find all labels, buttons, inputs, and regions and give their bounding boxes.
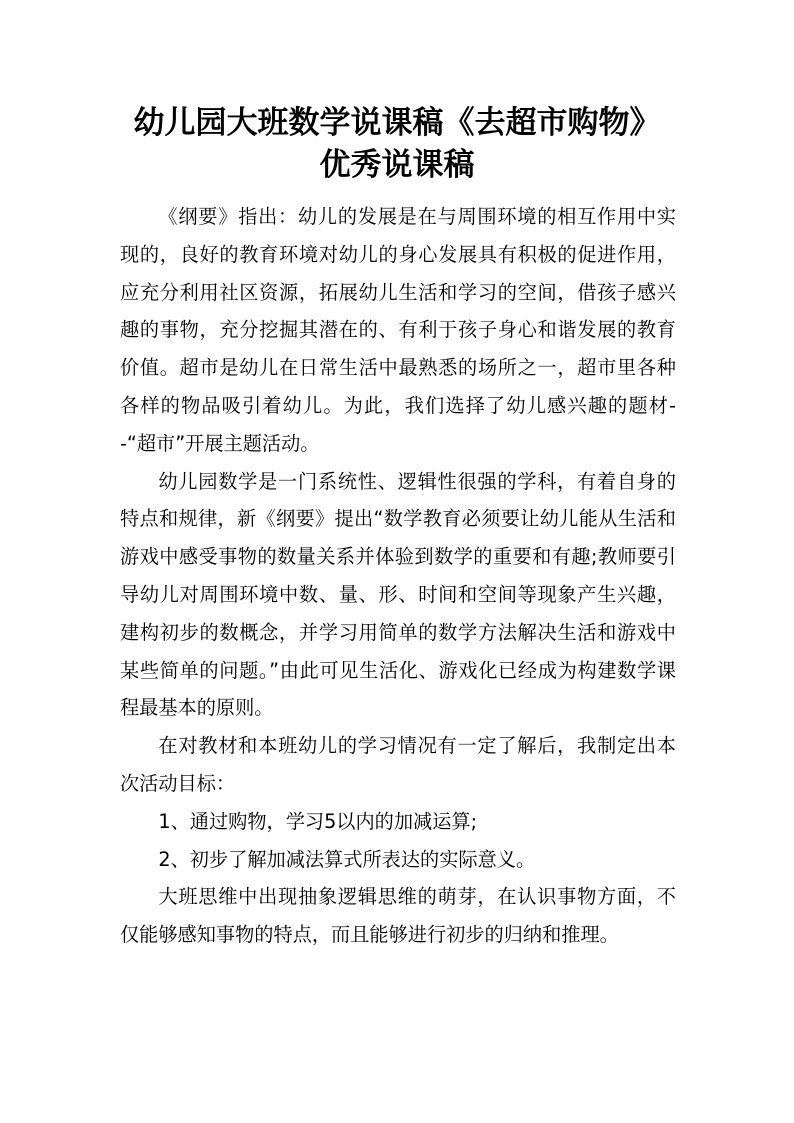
objective-item-1: 1、通过购物，学习5以内的加减运算; [158, 809, 478, 833]
paragraph-thinking-development: 大班思维中出现抽象逻辑思维的萌芽，在认识事物方面，不仅能够感知事物的特点，而且能够进行初步的归纳和推理。 [120, 885, 676, 947]
document-title-line-1: 幼儿园大班数学说课稿《去超市购物》 [133, 105, 661, 141]
paragraph-objectives-intro: 在对教材和本班幼儿的学习情况有一定了解后，我制定出本次活动目标： [120, 734, 676, 795]
objective-item-2: 2、初步了解加减法算式所表达的实际意义。 [158, 847, 536, 871]
document-title-line-2: 优秀说课稿 [319, 147, 475, 183]
document-body [120, 198, 676, 954]
paragraph-math-discipline: 幼儿园数学是一门系统性、逻辑性很强的学科，有着自身的特点和规律，新《纲要》提出“数学教育必须要让幼儿能从生活和游戏中感受事物的数量关系并体验到数学的重要和有趣;教师要引导幼儿对周围环境中数、量、形、时间和空间等现象产生兴趣，建构初步的数概念，并学习用简单的数学方法解决生活和游戏中某些简单的问题。”由此可见生活化、游戏化已经成为构建数学课程最基本的原则。 [120, 469, 676, 720]
paragraph-guideline-intro: 《纲要》指出：幼儿的发展是在与周围环境的相互作用中实现的，良好的教育环境对幼儿的身心发展具有积极的促进作用，应充分利用社区资源，拓展幼儿生活和学习的空间，借孩子感兴趣的事物，充分挖掘其潜在的、有利于孩子身心和谐发展的教育价值。超市是幼儿在日常生活中最熟悉的场所之一，超市里各种各样的物品吸引着幼儿。为此，我们选择了幼儿感兴趣的题材--“超市”开展主题活动。 [120, 205, 676, 455]
